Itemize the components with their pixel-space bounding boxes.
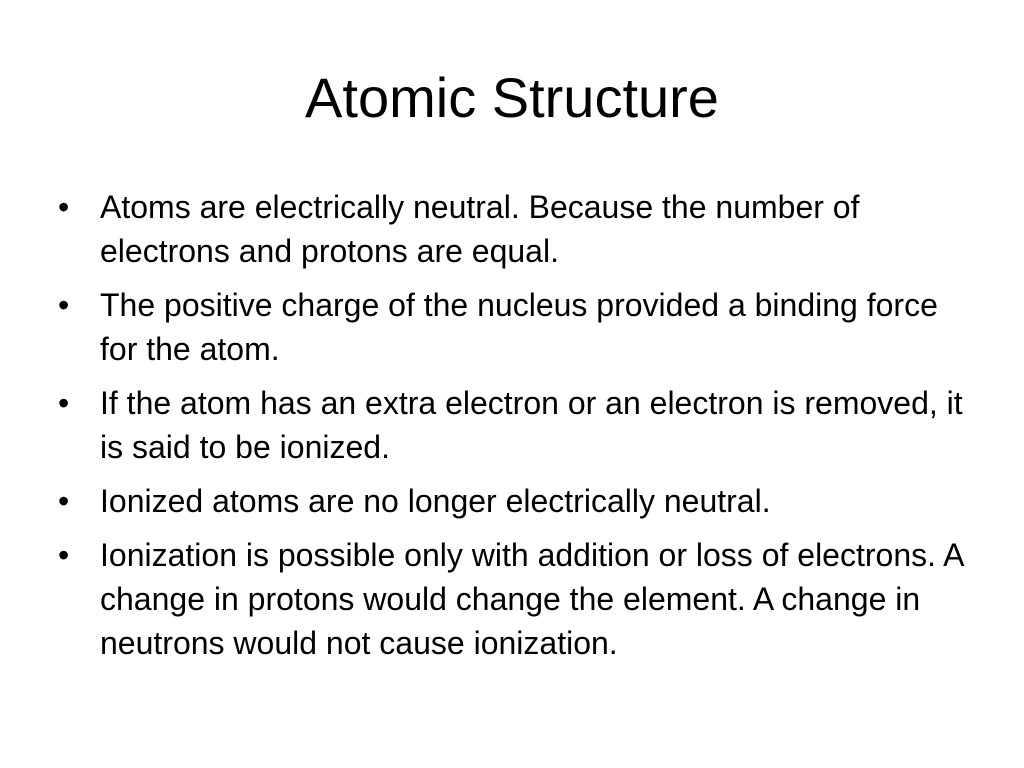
- bullet-dot-icon: •: [58, 483, 70, 519]
- bullet-item: [56, 283, 976, 371]
- bullet-dot-icon: •: [58, 189, 70, 225]
- bullet-dot-icon: •: [58, 287, 70, 323]
- bullet-dot-icon: •: [58, 537, 70, 573]
- bullet-item: [56, 381, 976, 469]
- bullet-text: Ionized atoms are no longer electrically neutral.: [100, 483, 771, 519]
- bullet-text: Ionization is possible only with addition or loss of electrons. A change in protons would change the element. A change in neutrons would not cause ionization.: [100, 537, 963, 661]
- bullet-text: Atoms are electrically neutral. Because the number of electrons and protons are equal.: [100, 189, 860, 269]
- bullet-dot-icon: •: [58, 385, 70, 421]
- bullet-item: [56, 533, 976, 665]
- bullet-item: [56, 479, 976, 523]
- bullet-text: If the atom has an extra electron or an electron is removed, it is said to be ionized.: [100, 385, 963, 465]
- slide-title: Atomic Structure: [305, 66, 719, 129]
- bullet-list: [56, 185, 976, 675]
- bullet-item: [56, 185, 976, 273]
- bullet-text: The positive charge of the nucleus provided a binding force for the atom.: [100, 287, 938, 367]
